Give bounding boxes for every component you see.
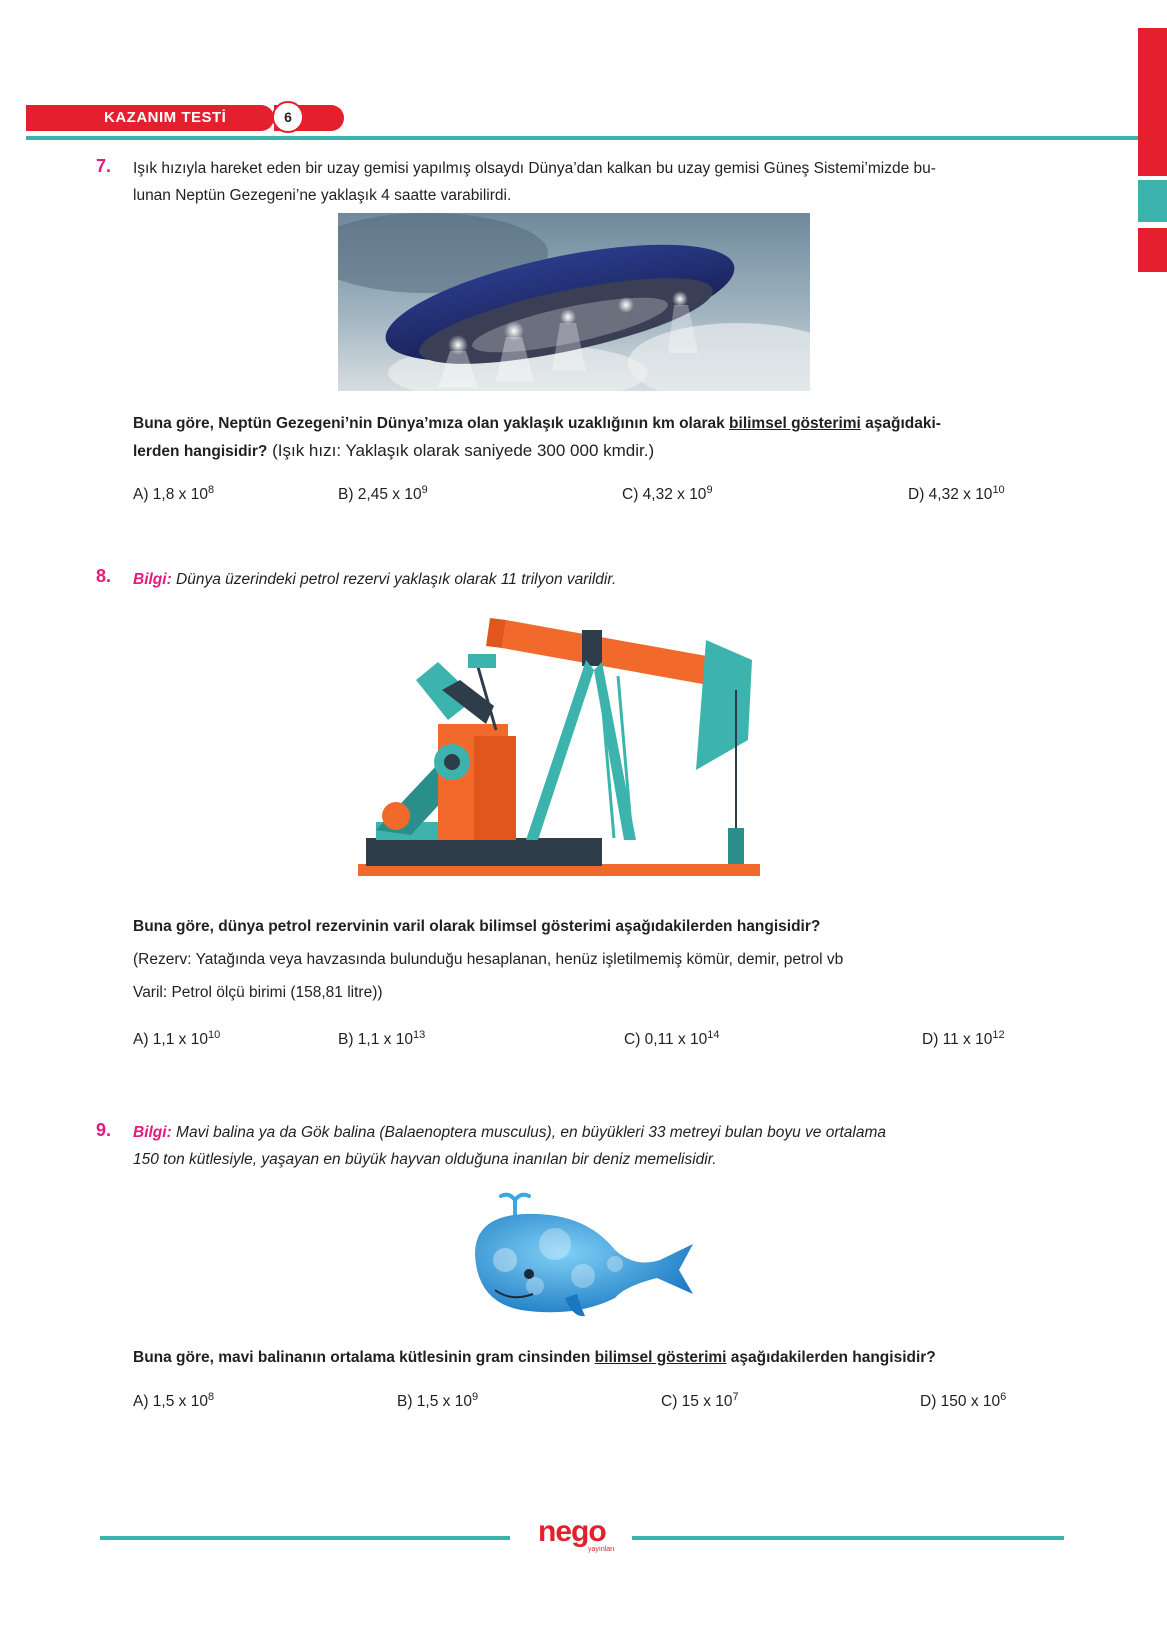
question-7-intro-line1: Işık hızıyla hareket eden bir uzay gemisi yapılmış olsaydı Dünya’dan kalkan bu uzay gemisi Güneş Sistemi’mizde bu-: [133, 160, 936, 177]
question-7-option-d[interactable]: [908, 484, 1005, 504]
question-7-option-b[interactable]: [338, 484, 428, 504]
option-exponent: 8: [207, 484, 215, 496]
question-7-intro-line2: lunan Neptün Gezegeni’ne yaklaşık 4 saatte varabilirdi.: [133, 187, 512, 204]
question-9-stem-underlined: bilimsel gösterimi: [594, 1349, 727, 1366]
option-exponent: 9: [471, 1391, 479, 1403]
option-base: D) 150 x 10: [920, 1393, 1001, 1411]
question-8-option-b[interactable]: [338, 1029, 425, 1049]
footer-rule-right: [632, 1536, 1064, 1540]
option-base: B) 1,5 x 10: [397, 1393, 472, 1411]
option-base: A) 1,8 x 10: [133, 486, 208, 504]
oil-pumpjack-image: [356, 600, 762, 880]
option-exponent: 14: [707, 1029, 720, 1041]
question-9-stem-part1: Buna göre, mavi balinanın ortalama kütlesinin gram cinsinden: [133, 1349, 595, 1366]
publisher-logo-sub: yayınları: [588, 1546, 615, 1553]
option-base: A) 1,5 x 10: [133, 1393, 208, 1411]
option-base: C) 15 x 10: [661, 1393, 733, 1411]
option-base: D) 4,32 x 10: [908, 486, 993, 504]
question-7-stem-line2: lerden hangisidir?: [133, 443, 268, 460]
header-rule: [26, 136, 1143, 140]
question-9-stem: [133, 1344, 1023, 1371]
option-exponent: 13: [412, 1029, 426, 1041]
option-exponent: 9: [706, 484, 713, 496]
question-7-stem-part1: Buna göre, Neptün Gezegeni’nin Dünya’mıza olan yaklaşık uzaklığının km olarak: [133, 415, 730, 432]
question-8-note-line2: Varil: Petrol ölçü birimi (158,81 litre)): [133, 984, 383, 1001]
option-base: C) 0,11 x 10: [624, 1031, 708, 1049]
option-exponent: 7: [732, 1391, 739, 1403]
option-exponent: 10: [207, 1029, 221, 1041]
option-base: A) 1,1 x 10: [133, 1031, 208, 1049]
question-7-option-c[interactable]: [622, 484, 713, 504]
option-exponent: 9: [421, 484, 428, 496]
question-8-option-a[interactable]: [133, 1029, 220, 1049]
info-label: Bilgi:: [133, 1124, 172, 1141]
question-8-number: 8.: [96, 566, 112, 586]
edge-tab-red: [1138, 28, 1167, 176]
question-7-stem-underlined: bilimsel gösterimi: [729, 415, 861, 432]
info-text-line2: 150 ton kütlesiyle, yaşayan en büyük hayvan olduğuna inanılan bir deniz memelisidir.: [133, 1151, 717, 1168]
question-9-option-a[interactable]: [133, 1391, 214, 1411]
question-7-number: 7.: [96, 156, 112, 176]
option-exponent: 6: [1000, 1391, 1007, 1403]
option-exponent: 12: [992, 1029, 1005, 1041]
question-9-option-c[interactable]: [661, 1391, 739, 1411]
option-exponent: 10: [992, 484, 1005, 496]
question-9-option-b[interactable]: [397, 1391, 478, 1411]
question-8-option-c[interactable]: [624, 1029, 720, 1049]
publisher-logo: nego: [538, 1515, 606, 1548]
question-7-stem-part2: aşağıdaki-: [860, 415, 941, 432]
test-number-badge: 6: [272, 101, 304, 133]
question-7-option-a[interactable]: [133, 484, 214, 504]
question-9-info: [133, 1119, 1023, 1173]
question-9-number: 9.: [96, 1120, 112, 1140]
question-8-note-line1: (Rezerv: Yatağında veya havzasında bulunduğu hesaplanan, henüz işletilmemiş kömür, demir, petrol vb: [133, 951, 844, 968]
option-base: D) 11 x 10: [922, 1031, 993, 1049]
question-8-stem: Buna göre, dünya petrol rezervinin varil olarak bilimsel gösterimi aşağıdakilerden hangisidir?: [133, 918, 821, 935]
info-text-line1: Mavi balina ya da Gök balina (Balaenoptera musculus), en büyükleri 33 metreyi bulan boyu ve ortalama: [171, 1124, 886, 1141]
question-7-intro: [133, 155, 1023, 209]
option-exponent: 8: [207, 1391, 215, 1403]
question-8-option-d[interactable]: [922, 1029, 1005, 1049]
question-7-stem: [133, 410, 1023, 465]
blue-whale-image: [465, 1190, 697, 1322]
edge-tab-teal: [1138, 180, 1167, 222]
option-base: B) 2,45 x 10: [338, 486, 422, 504]
option-base: B) 1,1 x 10: [338, 1031, 413, 1049]
ufo-image: [338, 213, 810, 391]
question-8-note: [133, 946, 1023, 1006]
test-title: KAZANIM TESTİ: [104, 109, 227, 126]
edge-tab-red-lower: [1138, 228, 1167, 272]
info-text: Dünya üzerindeki petrol rezervi yaklaşık olarak 11 trilyon varildir.: [171, 571, 617, 588]
question-9-option-d[interactable]: [920, 1391, 1006, 1411]
option-base: C) 4,32 x 10: [622, 486, 707, 504]
question-8-info: [133, 566, 1023, 593]
question-9-stem-part2: aşağıdakilerden hangisidir?: [726, 1349, 936, 1366]
footer-rule-left: [100, 1536, 510, 1540]
question-7-note: (Işık hızı: Yaklaşık olarak saniyede 300 000 kmdir.): [267, 441, 655, 460]
info-label: Bilgi:: [133, 571, 172, 588]
